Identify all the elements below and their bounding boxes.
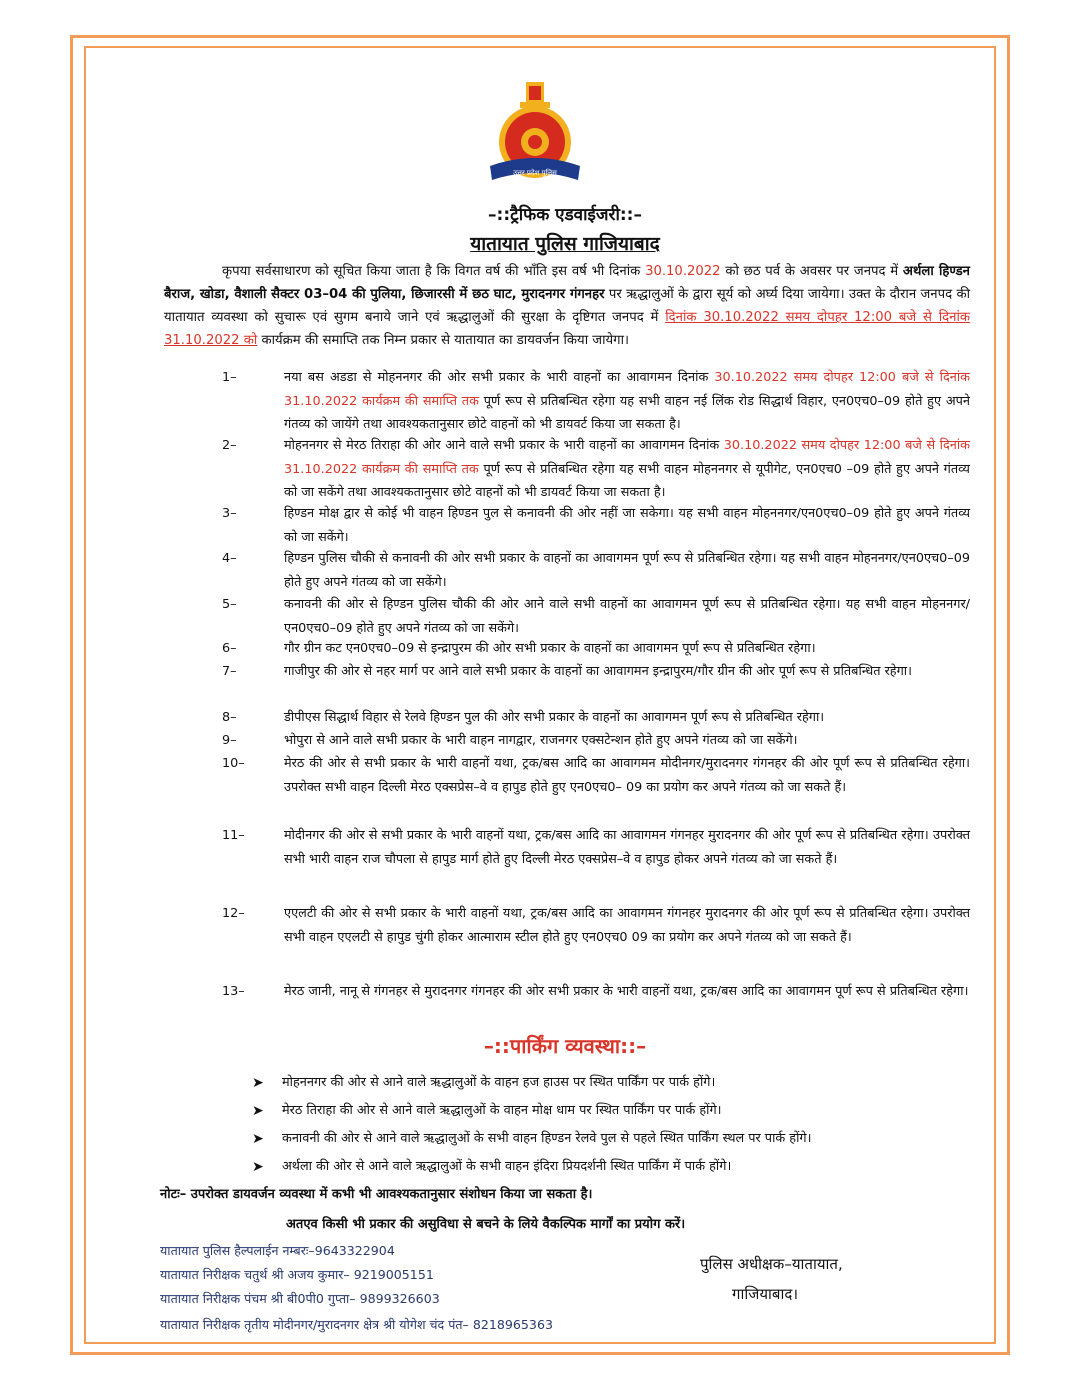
advisory-subtitle: यातायात पुलिस गाजियाबाद	[470, 233, 660, 255]
up-police-logo	[480, 80, 590, 190]
arrow-icon: ➤	[252, 1159, 264, 1175]
intro-paragraph	[164, 260, 970, 352]
parking-title: –::पार्किंग व्यवस्था::–	[483, 1034, 647, 1058]
intro-text-4: कार्यक्रम की समाप्ति तक निम्न प्रकार से यातायात का डायवर्जन किया जायेगा।	[257, 333, 629, 348]
inspector-contact: यातायात निरीक्षक पंचम श्री बी0पी0 गुप्ता– 9899326603	[160, 1291, 440, 1306]
intro-text-2: को छठ पर्व के अवसर पर जनपद में	[720, 264, 903, 279]
note-text: नोटः– उपरोक्त डायवर्जन व्यवस्था में कभी भी आवश्यकतानुसार संशोधन किया जा सकता है।	[160, 1187, 593, 1202]
logo-text: उत्तर प्रदेश पुलिस	[513, 169, 557, 177]
advisory-title: –::ट्रैफिक एडवाईजरी::–	[488, 205, 642, 225]
signature-line-1: पुलिस अधीक्षक–यातायात,	[700, 1255, 843, 1273]
inspector-contact: यातायात निरीक्षक चतुर्थ श्री अजय कुमार– 9219005151	[160, 1267, 434, 1282]
document-body: उत्तर प्रदेश पुलिस –::ट्रैफिक एडवाईजरी::– यातायात पुलिस गाजियाबाद कृपया सर्वसाधारण को सूचित किया जाता है कि विगत वर्ष की भाँति इस वर्ष भी दिनांक 30.10.2022 को छठ पर्व के अवसर पर जनपद में अर्थला हिण्डन बैराज, खोडा, वैशाली सैक्टर 03–04 की पुलिया, छिजारसी में छठ घाट, मुरादनगर गंगनहर पर ऋद्धालुओं के द्वारा सूर्य को अर्घ्य दिया जायेगा। उक्त के दौरान जनपद की यातायात व्यवस्था को सुचारू एवं सुगम बनाये जाने एवं ऋद्धालुओं की सुरक्षा के दृष्टिगत जनपद में दिनांक 30.10.2022 समय दोपहर 12:00 बजे से दिनांक 31.10.2022 को कार्यक्रम की समाप्ति तक निम्न प्रकार से यातायात का डायवर्जन किया जायेगा। 1– नया बस अडडा से मोहननगर की ओर सभी प्रकार के भारी वाहनों का आवागमन दिनांक 30.10.2022 समय दोपहर 12:00 बजे से दिनांक 31.10.2022 कार्यक्रम की समाप्ति तक पूर्ण रूप से प्रतिबन्धित रहेगा यह सभी वाहन नई लिंक रोड सिद्धार्थ विहार, एन0एच0–09 होते हुए अपने गंतव्य को जायेंगे तथा आवश्यकतानुसार छोटे वाहनों को भी डायवर्ट किया जा सकता है। 2– मोहननगर से मेरठ तिराहा की ओर आने वाले सभी प्रकार के भारी वाहनों का आवागमन दिनांक 30.10.2022 समय दोपहर 12:00 बजे से दिनांक 31.10.2022 कार्यक्रम की समाप्ति तक पूर्ण रूप से प्रतिबन्धित रहेगा यह सभी वाहन मोहननगर से यूपीगेट, एन0एच0 –09 होते हुए अपने गंतव्य को जा सकेंगे तथा आवश्यकतानुसार छोटे वाहनों को भी डायवर्ट किया जा सकता है। 3– हिण्डन मोक्ष द्वार से कोई भी वाहन हिण्डन पुल से कनावनी की ओर नहीं जा सकेगा। यह सभी वाहन मोहननगर/एन0एच0–09 होते हुए अपने गंतव्य को जा सकेंगे। 4– हिण्डन पुलिस चौकी से कनावनी की ओर सभी प्रकार के वाहनों का आवागमन पूर्ण रूप से प्रतिबन्धित रहेगा। यह सभी वाहन मोहननगर/एन0एच0–09 होते हुए अपने गंतव्य को जा सकेंगे। 5– कनावनी की ओर से हिण्डन पुलिस चौकी की ओर आने वाले सभी वाहनों का आवागमन पूर्ण रूप से प्रतिबन्धित रहेगा। यह सभी वाहन मोहननगर/एन0एच0–09 होते हुए अपने गंतव्य को जा सकेंगे। 6– गौर ग्रीन कट एन0एच0–09 से इन्द्रापुरम की ओर सभी प्रकार के वाहनों का आवागमन पूर्ण रूप से प्रतिबन्धित रहेगा। 7– गाजीपुर की ओर से नहर मार्ग पर आने वाले सभी प्रकार के वाहनों का आवागमन इन्द्रापुरम/गौर ग्रीन की ओर पूर्ण रूप से प्रतिबन्धित रहेगा। 8– डीपीएस सिद्धार्थ विहार से रेलवे हिण्डन पुल की ओर सभी प्रकार के वाहनों का आवागमन पूर्ण रूप से प्रतिबन्धित रहेगा। 9– भोपुरा से आने वाले सभी प्रकार के भारी वाहन नागद्वार, राजनगर एक्सटेन्शन होते हुए अपने गंतव्य को जा सकेंगे। 10– मेरठ की ओर से सभी प्रकार के भारी वाहनों यथा, ट्रक/बस आदि का आवागमन मोदीनगर/मुरादनगर गंगनहर की ओर पूर्ण रूप से प्रतिबन्धित रहेगा। उपरोक्त सभी वाहन दिल्ली मेरठ एक्सप्रेस–वे व हापुड होते हुए एन0एच0– 09 का प्रयोग कर अपने गंतव्य को जा सकते हैं। 11– मोदीनगर की ओर से सभी प्रकार के भारी वाहनों यथा, ट्रक/बस आदि का आवागमन गंगनहर मुरादनगर की ओर पूर्ण रूप से प्रतिबन्धित रहेगा। उपरोक्त सभी भारी वाहन राज चौपला से हापुड मार्ग होते हुए दिल्ली मेरठ एक्सप्रेस–वे व हापुड होकर अपने गंतव्य को जा सकते हैं। 12– एएलटी की ओर से सभी प्रकार के भारी वाहनों यथा, ट्रक/बस आदि का आवागमन गंगनहर मुरादनगर की ओर पूर्ण रूप से प्रतिबन्धित रहेगा। उपरोक्त सभी वाहन एएलटी से हापुड चुंगी होकर आत्माराम स्टील होते हुए एन0एच0 09 का प्रयोग कर अपने गंतव्य को जा सकते हैं। 13– मेरठ जानी, नानू से गंगनहर से मुरादनगर गंगनहर की ओर सभी प्रकार के भारी वाहनों यथा, ट्रक/बस आदि का आवागमन पूर्ण रूप से प्रतिबन्धित रहेगा। –::पार्किंग व्यवस्था::– ➤ मोहननगर की ओर से आने वाले ऋद्धालुओं के वाहन हज हाउस पर स्थित पार्किंग पर पार्क होंगे। ➤ मेरठ तिराहा की ओर से आने वाले ऋद्धालुओं के वाहन मोक्ष धाम पर स्थित पार्किंग पर पार्क होंगे। ➤ कनावनी की ओर से आने वाले ऋद्धालुओं के सभी वाहन हिण्डन रेलवे पुल से पहले स्थित पार्किंग स्थल पर पार्क होंगे। ➤ अर्थला की ओर से आने वाले ऋद्धालुओं के सभी वाहन इंदिरा प्रियदर्शनी स्थित पार्किंग में पार्क होंगे। नोटः– उपरोक्त डायवर्जन व्यवस्था में कभी भी आवश्यकतानुसार संशोधन किया जा सकता है। अतएव किसी भी प्रकार की असुविधा से बचने के लिये वैकल्पिक मार्गों का प्रयोग करें। यातायात पुलिस हैल्पलाईन नम्बरः–9643322904 यातायात निरीक्षक चतुर्थ श्री अजय कुमार– 9219005151 यातायात निरीक्षक पंचम श्री बी0पी0 गुप्ता– 9899326603 यातायात निरीक्षक तृतीय मोदीनगर/मुरादनगर क्षेत्र श्री योगेश चंद पंत– 8218965363 पुलिस अधीक्षक–यातायात, गाजियाबाद।	[160, 0, 970, 1391]
arrow-icon: ➤	[252, 1075, 264, 1091]
signature-line-2: गाजियाबाद।	[732, 1285, 799, 1303]
arrow-icon: ➤	[252, 1131, 264, 1147]
helpline-contact: यातायात पुलिस हैल्पलाईन नम्बरः–9643322904	[160, 1243, 395, 1258]
arrow-icon: ➤	[252, 1103, 264, 1119]
intro-text-3: पर ऋद्धालुओं के द्वारा सूर्य को अर्घ्य दिया जायेगा। उक्त के दौरान जनपद की यातायात व्यवस्था को सुचारू एवं सुगम बनाये जाने एवं ऋद्धालुओं की सुरक्षा के दृष्टिगत जनपद में	[164, 287, 970, 325]
advice-text: अतएव किसी भी प्रकार की असुविधा से बचने के लिये वैकल्पिक मार्गों का प्रयोग करें।	[286, 1217, 686, 1232]
inspector-contact: यातायात निरीक्षक तृतीय मोदीनगर/मुरादनगर क्षेत्र श्री योगेश चंद पंत– 8218965363	[160, 1317, 553, 1332]
intro-places: अर्थला हिण्डन बैराज, खोडा, वैशाली सैक्टर 03–04 की पुलिया, छिजारसी में छठ घाट, मुरादनगर गंगनहर	[164, 264, 970, 302]
intro-timeframe: दिनांक 30.10.2022 समय दोपहर 12:00 बजे से दिनांक 31.10.2022 को	[164, 310, 970, 348]
intro-date: 30.10.2022	[645, 264, 721, 279]
intro-text-1: कृपया सर्वसाधारण को सूचित किया जाता है कि विगत वर्ष की भाँति इस वर्ष भी दिनांक	[222, 264, 646, 279]
